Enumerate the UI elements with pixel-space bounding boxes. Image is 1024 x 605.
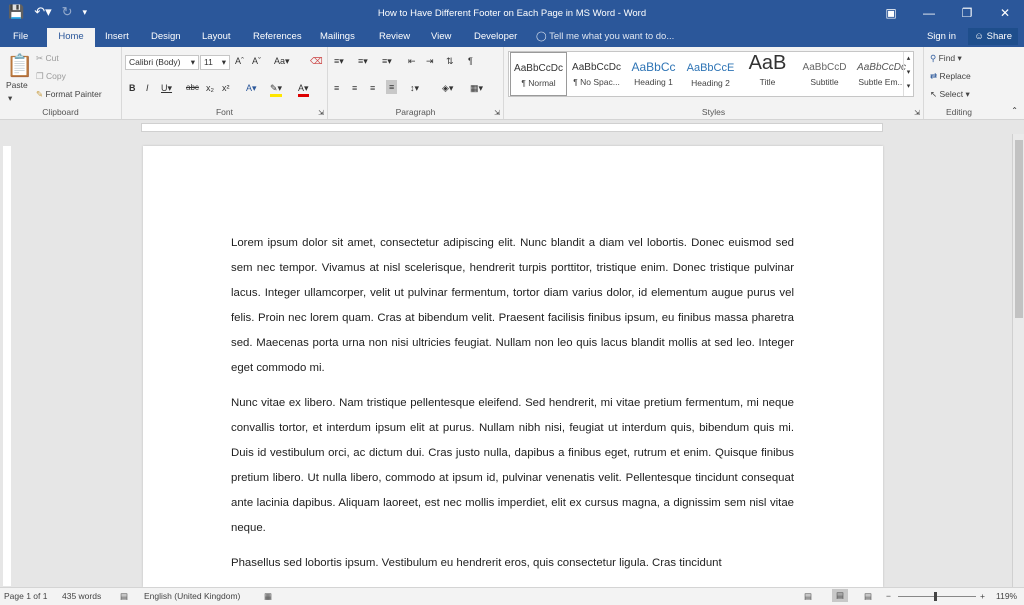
scissors-icon: ✂ [36, 53, 44, 63]
replace-button[interactable] [930, 71, 971, 82]
tab-references[interactable]: References [253, 31, 302, 42]
font-color-icon[interactable]: A▾ [298, 83, 309, 97]
tell-me-text: Tell me what you want to do... [549, 31, 675, 42]
ribbon-display-options-icon[interactable]: ▣ [885, 6, 897, 20]
page-count[interactable]: Page 1 of 1 [4, 591, 48, 601]
style-normal[interactable] [510, 52, 567, 96]
style-title[interactable] [739, 52, 796, 96]
find-label: Find [938, 53, 956, 63]
format-painter-button[interactable] [36, 89, 102, 100]
cursor-icon: ↖ [930, 89, 938, 99]
status-bar [0, 587, 1024, 605]
document-paragraph[interactable]: Phasellus sed lobortis ipsum. Vestibulum eu hendrerit eros, quis consectetur ligula. Cras tincidunt [231, 557, 722, 569]
style-name: Heading 2 [691, 78, 730, 88]
chevron-down-icon: ▾ [190, 57, 195, 67]
ribbon-tabs [0, 28, 1024, 47]
sort-icon[interactable]: ⇅ [446, 56, 454, 66]
vertical-scrollbar[interactable] [1012, 134, 1024, 587]
minimize-button[interactable]: — [923, 6, 935, 20]
subscript-icon[interactable]: x₂ [206, 83, 214, 93]
document-paragraph[interactable]: Lorem ipsum dolor sit amet, consectetur adipiscing elit. Nunc blandit a diam vel lobortis. Donec euismod sed sem nec tempor. Vivamus at nisl scelerisque, hendrerit turpis porttitor, tristique enim. Donec tristique pulvinar lacus. Integer ullamcorper, velit ut pulvinar fermentum, tortor diam varius dolor, id elementum augue purus vel felis. Proin nec lorem quam. Cras at bibendum velit. Praesent facilisis finibus ipsum, eu finibus massa pharetra sed. Maecenas porta urna non nisi ultricies feugiat. Nullam non leo quis lacus blandit mollis at sed leo. Integer eget commodo mi. [231, 237, 794, 374]
zoom-level[interactable]: 119% [996, 591, 1018, 601]
text-effects-icon[interactable]: A▾ [246, 83, 257, 93]
ruler-bar[interactable] [141, 123, 883, 132]
style-subtitle[interactable] [796, 52, 853, 96]
person-icon: ☺ [974, 31, 984, 42]
copy-label: Copy [46, 71, 66, 81]
clipboard-group [0, 47, 122, 119]
align-center-icon[interactable]: ≡ [352, 83, 358, 93]
scrollbar-thumb[interactable] [1015, 140, 1023, 318]
copy-icon: ❐ [36, 71, 44, 81]
style-name: Heading 1 [634, 77, 673, 87]
line-spacing-icon[interactable]: ↕▾ [410, 83, 420, 93]
styles-scroll[interactable]: ▴ ▾ ▾ [903, 52, 913, 96]
font-name-dropdown[interactable] [125, 55, 199, 70]
style-subtle-emphasis[interactable] [853, 52, 910, 96]
style-preview: AaB [748, 52, 787, 74]
shrink-font-icon[interactable]: Aˇ [252, 56, 261, 66]
style-heading-2[interactable] [682, 52, 739, 96]
font-size-value: 11 [204, 57, 213, 67]
align-left-icon[interactable]: ≡ [334, 83, 340, 93]
numbering-icon[interactable]: ≡▾ [358, 56, 368, 66]
strikethrough-icon[interactable]: abc [186, 83, 199, 92]
style-preview: AaBbCcD [802, 62, 847, 73]
font-group [122, 47, 328, 119]
web-layout-icon[interactable]: ▤ [864, 591, 873, 601]
select-label: Select [939, 89, 964, 99]
tab-developer[interactable]: Developer [474, 31, 518, 42]
decrease-indent-icon[interactable]: ⇤ [408, 56, 416, 66]
style-name: Subtitle [810, 77, 839, 87]
share-label: Share [986, 31, 1012, 42]
undo-icon[interactable]: ↶▾ [34, 4, 52, 19]
copy-button[interactable] [36, 71, 66, 82]
vertical-ruler-bar [3, 146, 11, 586]
underline-icon[interactable]: U▾ [161, 83, 173, 93]
highlight-icon[interactable]: ✎▾ [270, 83, 282, 97]
style-no-spacing[interactable] [568, 52, 625, 96]
dialog-launcher-icon[interactable]: ⇲ [318, 110, 324, 117]
customize-qat-icon[interactable]: ▾ [82, 6, 88, 17]
format-painter-label: Format Painter [45, 89, 102, 99]
ribbon [0, 47, 1024, 120]
print-layout-icon[interactable]: ▤ [832, 589, 848, 602]
style-name: Subtle Em... [858, 77, 905, 87]
style-preview: AaBbCcDc [572, 62, 621, 73]
paste-button[interactable]: Paste [6, 80, 28, 90]
paste-icon[interactable]: 📋 [6, 53, 34, 78]
select-button[interactable]: ↖ Select ▾ [930, 89, 970, 99]
zoom-slider-thumb[interactable] [934, 592, 937, 601]
redo-icon[interactable]: ↻ [61, 4, 73, 19]
restore-button[interactable]: ❐ [961, 6, 973, 20]
sign-in-link[interactable]: Sign in [926, 31, 956, 42]
tab-design[interactable]: Design [151, 31, 181, 42]
close-button[interactable]: ✕ [999, 6, 1011, 20]
save-icon[interactable]: 💾 [8, 4, 25, 19]
styles-label: Styles [701, 107, 726, 117]
paste-dropdown-icon[interactable]: ▾ [8, 93, 13, 103]
bold-icon[interactable]: B [129, 83, 136, 93]
find-button[interactable]: ⚲ Find ▾ [930, 53, 962, 63]
justify-icon[interactable]: ≡ [386, 80, 397, 94]
cut-label: Cut [45, 53, 59, 63]
tell-me-box[interactable] [536, 28, 674, 45]
font-label: Font [215, 107, 233, 117]
tab-insert[interactable]: Insert [105, 31, 129, 42]
lightbulb-icon: ◯ [536, 31, 547, 42]
paragraph-label: Paragraph [395, 107, 436, 117]
tab-review[interactable]: Review [379, 31, 411, 42]
style-name: ¶ No Spac... [573, 77, 620, 87]
shading-icon[interactable]: ◈▾ [442, 83, 454, 93]
word-count[interactable]: 435 words [62, 591, 102, 601]
tab-file[interactable]: File [13, 31, 29, 42]
zoom-slider[interactable] [898, 596, 976, 597]
align-right-icon[interactable]: ≡ [370, 83, 376, 93]
dialog-launcher-icon[interactable]: ⇲ [914, 110, 920, 117]
macro-icon[interactable]: ▦ [264, 591, 273, 601]
tab-mailings[interactable]: Mailings [320, 31, 355, 42]
editing-group [924, 47, 994, 119]
document-paragraph[interactable]: Nunc vitae ex libero. Nam tristique pellentesque eleifend. Sed hendrerit, mi vitae pretium fermentum, mi neque convallis tortor, et interdum ipsum elit at purus. Nullam nibh nisi, feugiat ut interdum quis, bibendum quis mi. Duis id vestibulum orci, ac dictum dui. Cras justo nulla, dapibus a finibus eget, rutrum et enim. Quisque finibus pretium libero. Ut nulla libero, commodo at ipsum id, pulvinar venenatis velit. Pellentesque tincidunt consequat ante lacinia dapibus. Aliquam laoreet, est nec mollis imperdiet, elit ex cursus magna, a dignissim sem nisl vitae neque. [231, 397, 794, 534]
style-preview: AaBbCcE [686, 62, 735, 74]
share-button[interactable] [968, 28, 1018, 45]
style-name: Title [759, 77, 776, 87]
title-bar [0, 0, 1024, 28]
tab-layout[interactable]: Layout [202, 31, 231, 42]
zoom-out-icon[interactable]: − [886, 591, 891, 601]
clear-formatting-icon[interactable]: ⌫ [310, 56, 323, 66]
multilevel-list-icon[interactable]: ≡▾ [382, 56, 392, 66]
cut-button[interactable] [36, 53, 59, 64]
style-heading-1[interactable] [625, 52, 682, 96]
vertical-ruler [0, 134, 14, 587]
replace-label: Replace [939, 71, 971, 81]
read-mode-icon[interactable]: ▤ [804, 591, 813, 601]
document-page[interactable] [143, 146, 883, 587]
window-title: How to Have Different Footer on Each Page in MS Word - Word [377, 8, 647, 19]
horizontal-ruler [0, 120, 1024, 134]
tab-home[interactable]: Home [47, 28, 95, 47]
grow-font-icon[interactable]: Aˆ [235, 56, 244, 66]
font-name-value: Calibri (Body) [129, 57, 181, 67]
editing-label: Editing [946, 107, 972, 117]
show-formatting-icon[interactable]: ¶ [468, 56, 473, 66]
brush-icon: ✎ [36, 89, 44, 99]
collapse-ribbon-icon[interactable]: ⌃ [1011, 106, 1018, 115]
style-preview: AaBbCc [631, 60, 676, 74]
italic-icon[interactable]: I [146, 83, 149, 93]
style-preview: AaBbCcDc [857, 62, 906, 73]
paragraph-group [328, 47, 504, 119]
chevron-down-icon: ▾ [221, 57, 226, 67]
tab-view[interactable]: View [431, 31, 452, 42]
dialog-launcher-icon[interactable]: ⇲ [494, 110, 500, 117]
clipboard-label: Clipboard [42, 107, 79, 117]
replace-icon: ⇄ [930, 71, 938, 81]
proofing-icon[interactable]: ▤ [120, 591, 129, 601]
increase-indent-icon[interactable]: ⇥ [426, 56, 434, 66]
superscript-icon[interactable]: x² [222, 83, 230, 93]
font-size-dropdown[interactable] [200, 55, 230, 70]
zoom-in-icon[interactable]: + [980, 591, 985, 601]
change-case-icon[interactable]: Aa▾ [274, 56, 290, 66]
style-preview: AaBbCcDc [514, 63, 563, 74]
style-name: ¶ Normal [521, 78, 556, 88]
language[interactable]: English (United Kingdom) [144, 591, 241, 601]
styles-gallery [508, 51, 914, 97]
bullets-icon[interactable]: ≡▾ [334, 56, 344, 66]
search-icon: ⚲ [930, 53, 937, 63]
borders-icon[interactable]: ▦▾ [470, 83, 484, 93]
